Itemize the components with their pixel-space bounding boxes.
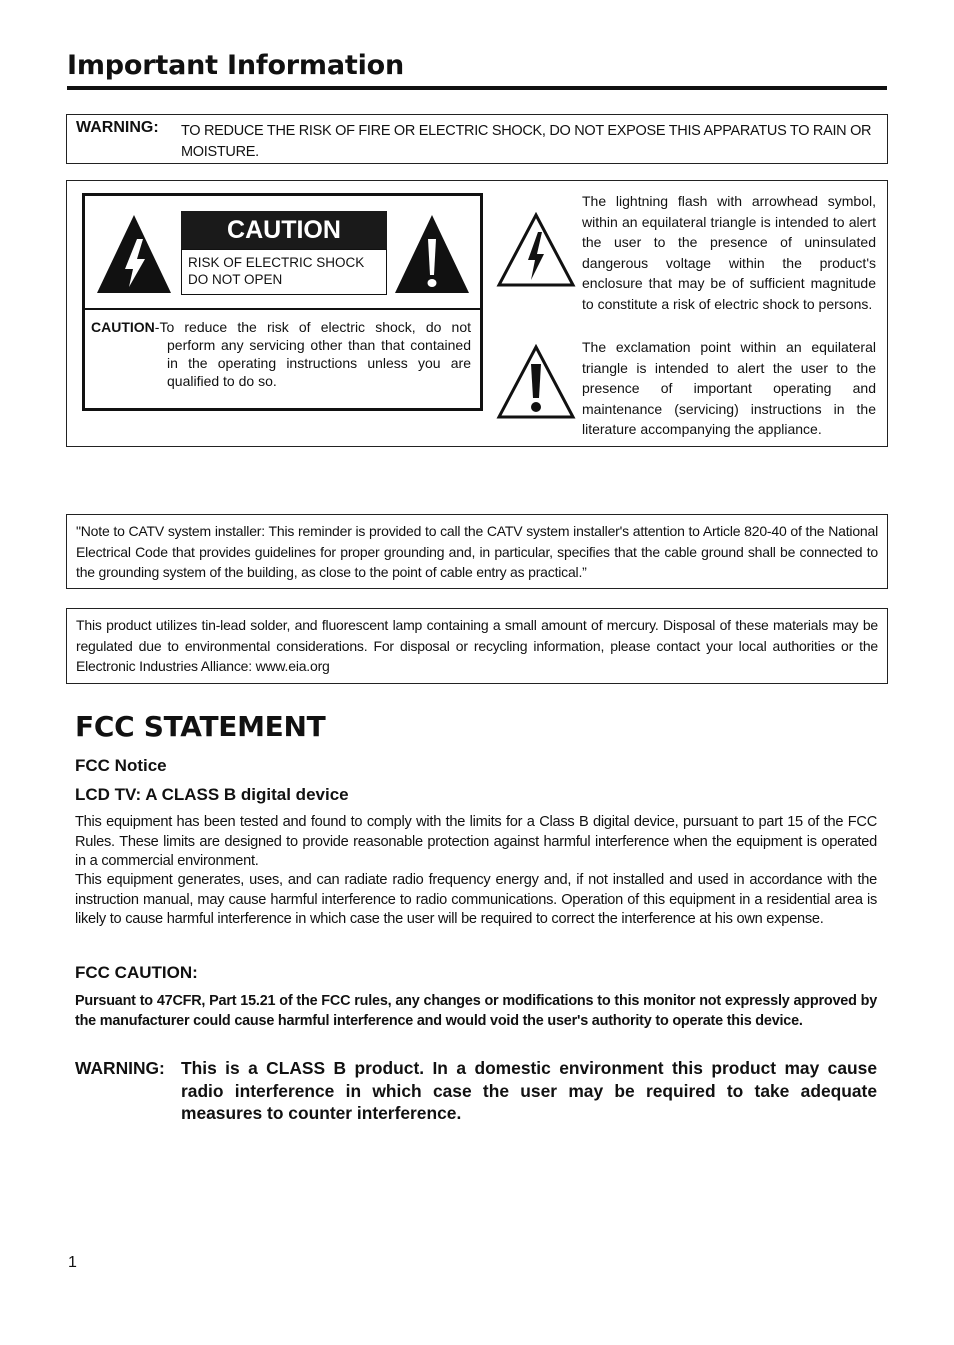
exclamation-symbol-icon (496, 344, 576, 420)
fcc-class-heading: LCD TV: A CLASS B digital device (75, 785, 349, 804)
solder-note-box (66, 608, 888, 684)
warning-label: WARNING: (76, 119, 159, 136)
page-number: 1 (68, 1254, 77, 1271)
fcc-pursuant-text: Pursuant to 47CFR, Part 15.21 of the FCC rules, any changes or modifications to this monitor not expressly approved by the manufacturer could cause harmful interference and would void the user's authority to operate this device. (75, 993, 877, 1029)
fcc-paragraph-1: This equipment has been tested and found to comply with the limits for a Class B digital device, pursuant to part 15 of the FCC Rules. These limits are designed to provide reasonable protection against harmful interference when the equipment is operated in a commercial environment. (75, 814, 877, 870)
lightning-symbol-icon (496, 212, 576, 288)
caution-subtext (181, 249, 387, 295)
caution-body (91, 318, 471, 390)
caution-body-line1: -To reduce the risk of electric shock, do not (154, 319, 471, 335)
caution-header: CAUTION (181, 211, 387, 249)
warning-box (66, 114, 888, 164)
warning-text: TO REDUCE THE RISK OF FIRE OR ELECTRIC SHOCK, DO NOT EXPOSE THIS APPARATUS TO RAIN OR MOISTURE. (181, 123, 872, 160)
caution-body-rest: perform any servicing other than that contained in the operating instructions unless you are qualified to do so. (167, 337, 471, 389)
lightning-description: The lightning flash with arrowhead symbol, within an equilateral triangle is intended to alert the user to the presence of uninsulated dangerous voltage within the product's enclosure that may be of sufficient magnitude to constitute a risk of electric shock to persons. (582, 193, 876, 312)
caution-sub-line1: RISK OF ELECTRIC SHOCK (188, 255, 365, 270)
page-title: Important Information (67, 50, 404, 81)
lightning-triangle-icon (95, 213, 173, 295)
catv-note-text: "Note to CATV system installer: This reminder is provided to call the CATV system installer's attention to Article 820-40 of the National Electrical Code that provides guidelines for proper grounding and, in particular, specifies that the cable ground shall be connected to the grounding system of the building, as close to the point of cable entry as practical.” (76, 523, 878, 581)
catv-note-box (66, 514, 888, 589)
fcc-caution-heading: FCC CAUTION: (75, 963, 198, 982)
fcc-warning (75, 1057, 877, 1125)
fcc-notice-heading: FCC Notice (75, 756, 167, 775)
solder-note-text: This product utilizes tin-lead solder, and fluorescent lamp containing a small amount of mercury. Disposal of these materials may be regulated due to environmental considerations. For disposal or recycling information, please contact your local authorities or the Electronic Industries Alliance: www.eia.org (76, 617, 878, 675)
caution-body-label: CAUTION (91, 319, 155, 335)
caution-divider (82, 308, 483, 310)
exclamation-description: The exclamation point within an equilateral triangle is intended to alert the user to the presence of important operating and maintenance (servicing) instructions in the literature accompanying the appliance. (582, 339, 876, 438)
title-rule (67, 86, 887, 90)
fcc-warning-label: WARNING: (75, 1058, 165, 1078)
fcc-paragraph-2: This equipment generates, uses, and can radiate radio frequency energy and, if not installed and used in accordance with the instruction manual, may cause harmful interference to radio communications. Operation of this equipment in a residential area is likely to cause harmful interference in which case the user will be required to correct the interference at his own expense. (75, 872, 877, 928)
fcc-title: FCC STATEMENT (75, 710, 326, 743)
caution-sub-line2: DO NOT OPEN (188, 272, 283, 287)
fcc-warning-text: This is a CLASS B product. In a domestic environment this product may cause radio interference in which case the user may be required to take adequate measures to counter interference. (181, 1058, 877, 1123)
exclamation-triangle-icon (393, 213, 471, 295)
